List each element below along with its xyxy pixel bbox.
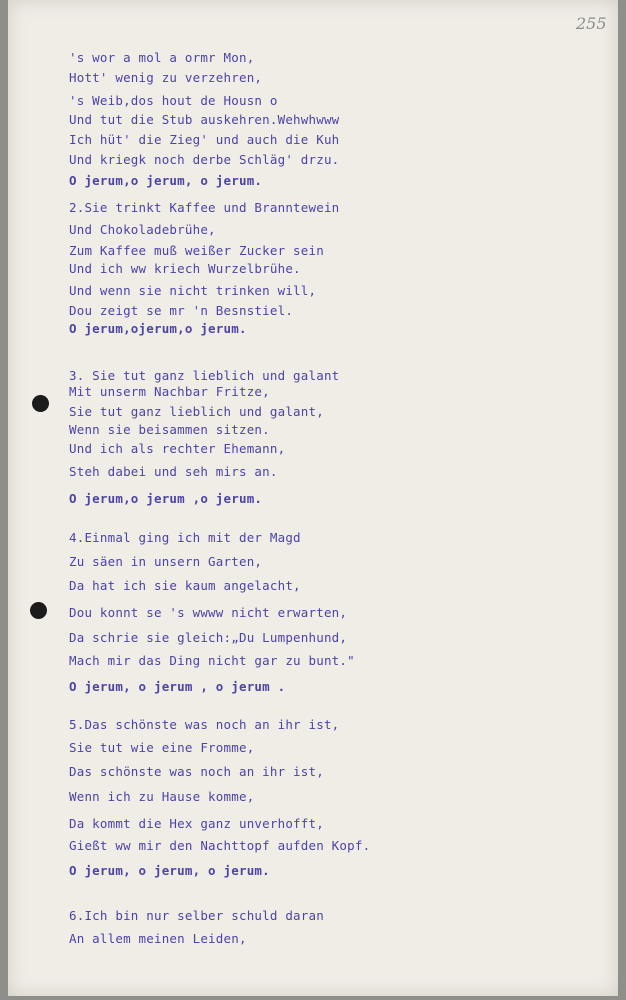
- text-line: Da hat ich sie kaum angelacht,: [69, 578, 301, 593]
- punch-hole-bottom: [30, 602, 47, 619]
- text-line: Und Chokoladebrühe,: [69, 222, 216, 237]
- text-line: 6.Ich bin nur selber schuld daran: [69, 908, 324, 923]
- text-line: Dou konnt se 's wwww nicht erwarten,: [69, 605, 348, 620]
- text-line: Wenn ich zu Hause komme,: [69, 789, 255, 804]
- text-line: 's Weib,dos hout de Housn o: [69, 93, 278, 108]
- text-line: Da schrie sie gleich:„Du Lumpenhund,: [69, 630, 348, 645]
- text-line: 's wor a mol a ormr Mon,: [69, 50, 255, 65]
- text-line: Zum Kaffee muß weißer Zucker sein: [69, 243, 324, 258]
- text-line: Da kommt die Hex ganz unverhofft,: [69, 816, 324, 831]
- text-line: 3. Sie tut ganz lieblich und galant: [69, 368, 340, 383]
- text-line: 2.Sie trinkt Kaffee und Branntewein: [69, 200, 340, 215]
- text-line: An allem meinen Leiden,: [69, 931, 247, 946]
- text-line: Steh dabei und seh mirs an.: [69, 464, 278, 479]
- text-line: Ich hüt' die Zieg' und auch die Kuh: [69, 132, 340, 147]
- text-line: Und ich ww kriech Wurzelbrühe.: [69, 261, 301, 276]
- text-line: Und tut die Stub auskehren.Wehwhwww: [69, 112, 340, 127]
- text-line: Dou zeigt se mr 'n Besnstiel.: [69, 303, 294, 318]
- text-line: Sie tut wie eine Fromme,: [69, 740, 255, 755]
- punch-hole-top: [32, 395, 49, 412]
- text-line: 4.Einmal ging ich mit der Magd: [69, 530, 301, 545]
- text-line: Und ich als rechter Ehemann,: [69, 441, 286, 456]
- text-line: Mach mir das Ding nicht gar zu bunt.": [69, 653, 355, 668]
- text-line: Hott' wenig zu verzehren,: [69, 70, 263, 85]
- text-line: Das schönste was noch an ihr ist,: [69, 764, 324, 779]
- page-number: 255: [576, 14, 607, 33]
- text-line: Und kriegk noch derbe Schläg' drzu.: [69, 152, 340, 167]
- text-line: Zu säen in unsern Garten,: [69, 554, 263, 569]
- text-line: Gießt ww mir den Nachttopf aufden Kopf.: [69, 838, 371, 853]
- text-line: O jerum, o jerum, o jerum.: [69, 863, 270, 878]
- text-line: O jerum,o jerum ,o jerum.: [69, 491, 263, 506]
- text-line: O jerum,o jerum, o jerum.: [69, 173, 263, 188]
- text-line: 5.Das schönste was noch an ihr ist,: [69, 717, 340, 732]
- text-line: Mit unserm Nachbar Fritze,: [69, 384, 270, 399]
- text-line: O jerum, o jerum , o jerum .: [69, 679, 286, 694]
- text-line: Sie tut ganz lieblich und galant,: [69, 404, 324, 419]
- text-line: Wenn sie beisammen sitzen.: [69, 422, 270, 437]
- text-line: O jerum,ojerum,o jerum.: [69, 321, 247, 336]
- text-line: Und wenn sie nicht trinken will,: [69, 283, 317, 298]
